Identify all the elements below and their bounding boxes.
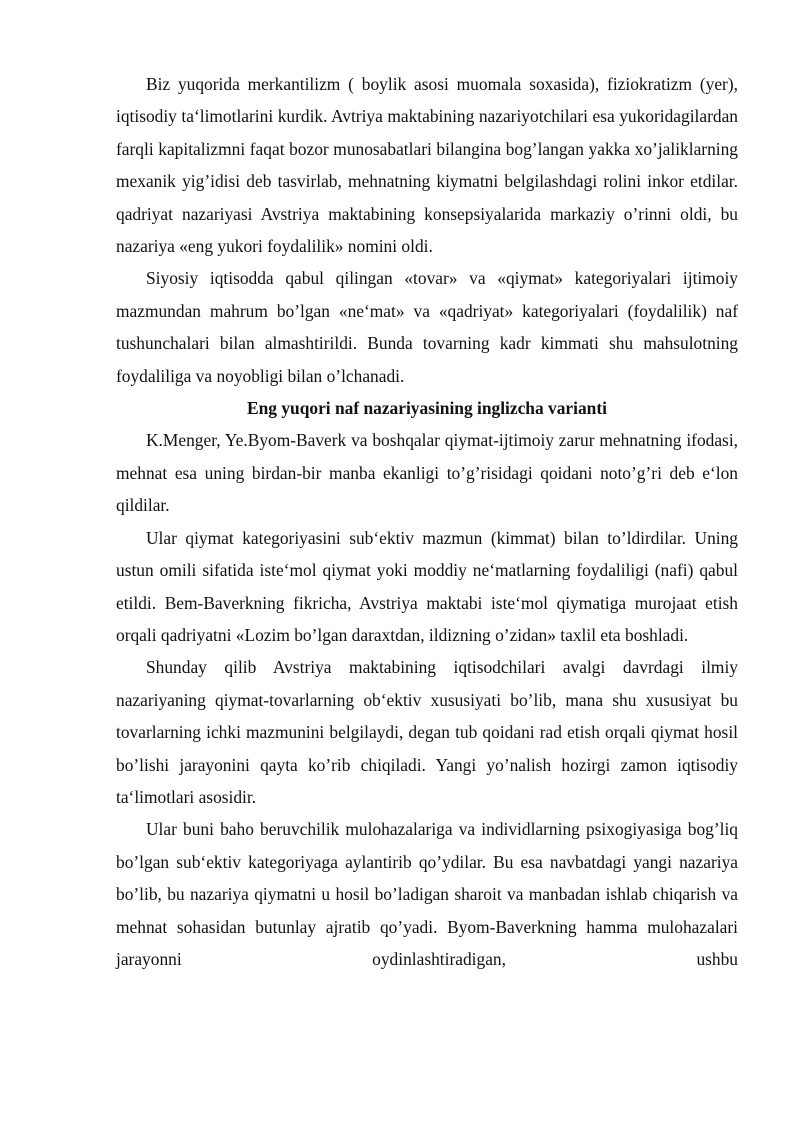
paragraph-political-economy-categories: Siyosiy iqtisodda qabul qilingan «tovar» va «qiymat» kategoriyalari ijtimoiy mazmundan mahrum bo’lgan «ne‘mat» va «qadriyat» kategoriyalari (foydalilik) naf tushunchalari bilan almashtirildi. Bunda tovarning kadr kimmati shu mahsulotning foydaliliga va noyobligi bilan o’lchanadi. [116, 268, 738, 386]
paragraph-austrian-school-economists: Shunday qilib Avstriya maktabining iqtisodchilari avalgi davrdagi ilmiy nazariyaning qiymat-tovarlarning ob‘ektiv xususiyati bo’lib, mana shu xususiyat bu tovarlarning ichki mazmunini belgilaydi, degan tub qoidani rad etish orqali qiymat hosil bo’lishi jarayonini qayta ko’rib chiqiladi. Yangi yo’nalish hozirgi zamon iqtisodiy ta‘limotlari asosidir. [116, 657, 738, 807]
section-heading: Eng yuqori naf nazariyasining inglizcha varianti [247, 398, 607, 419]
paragraph-menger-bohm-bawerk: K.Menger, Ye.Byom-Baverk va boshqalar qiymat-ijtimoiy zarur mehnatning ifodasi, mehnat esa uning birdan-bir manba ekanligi to’g’risidagi qoidani noto’g’ri deb e‘lon qildilar. [116, 430, 738, 516]
paragraph-mercantilism-physiocracy: Biz yuqorida merkantilizm ( boylik asosi muomala soxasida), fiziokratizm (yer), iqtisodiy ta‘limotlarini kurdik. Avtriya maktabining nazariyotchilari esa yukoridagilardan farqli kapitalizmni faqat bozor munosabatlari bilangina bog’langan yakka xo’jaliklarning mexanik yig’idisi deb tasvirlab, mehnatning kiymatni belgilashdagi rolini inkor etdilar. qadriyat nazariyasi Avstriya maktabining konsepsiyalarida markaziy o’rinni oldi, bu nazariya «eng yukori foydalilik» nomini oldi. [116, 74, 738, 257]
document-body [116, 68, 738, 975]
paragraph-subjective-value: Ular qiymat kategoriyasini sub‘ektiv mazmun (kimmat) bilan to’ldirdilar. Uning ustun omili sifatida iste‘mol qiymat yoki moddiy ne‘matlarning foydaliligi (nafi) qabul etildi. Bem-Baverkning fikricha, Avstriya maktabi iste‘mol qiymatiga murojaat etish orqali qadriyatni «Lozim bo’lgan daraxtdan, ildizning o’zidan» taxlil eta boshladi. [116, 527, 738, 645]
paragraph-subjective-category: Ular buni baho beruvchilik mulohazalariga va individlarning psixogiyasiga bog’liq bo’lgan sub‘ektiv kategoriyaga aylantirib qo’ydilar. Bu esa navbatdagi yangi nazariya bo’lib, bu nazariya qiymatni u hosil bo’ladigan sharoit va manbadan ishlab chiqarish va mehnat sohasidan butunlay ajratib qo’yadi. Byom-Baverkning hamma mulohazalari jarayonni oydinlashtiradigan, ushbu [116, 819, 738, 969]
